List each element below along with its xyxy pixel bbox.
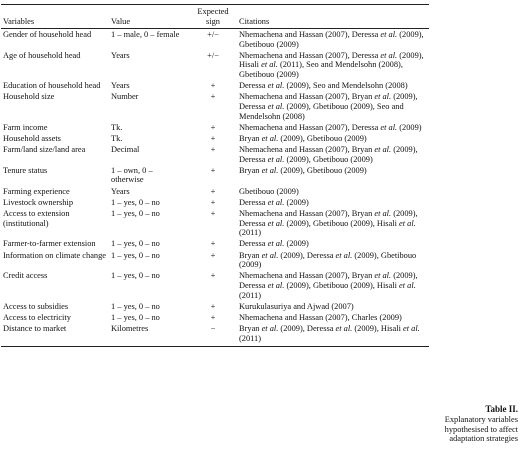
cell-citations: Nhemachena and Hassan (2007), Bryan et al. (2009), Deressa et al. (2009), Gbetibouo (2009), Seo and Mendelsohn (2008) [239,92,418,121]
cell-expected-sign: + [210,122,216,132]
cell-variable: Household size [3,92,55,102]
cell-variable: Access to electricity [3,312,71,322]
cell-citations: Nhemachena and Hassan (2007), Bryan et al. (2009), Deressa et al. (2009), Gbetibouo (2009), Hisali et al. (2011) [239,209,418,238]
table-body [1,29,429,347]
table-row [1,165,429,186]
cell-expected-sign: + [210,239,216,249]
cell-expected-sign: + [210,250,216,260]
cell-expected-sign: + [210,186,216,196]
cell-expected-sign: + [210,81,216,91]
cell-citations: Deressa et al. (2009) [239,239,309,249]
cell-value: 1 – male, 0 – female [111,29,180,39]
header-expected-sign: Expected sign [189,5,237,29]
table-row [1,250,429,271]
cell-variable: Distance to market [1,323,109,346]
cell-value: Years [111,186,130,196]
cell-variable: Education of household head [3,81,101,91]
cell-value: Tk. [111,122,123,132]
cell-expected-sign: + [210,92,216,102]
cell-value: 1 – yes, 0 – no [111,271,160,281]
cell-value: Number [111,92,139,102]
table-row [1,122,429,133]
cell-citations: Bryan et al. (2009), Gbetibouo (2009) [239,165,367,175]
cell-expected-sign: + [210,145,216,155]
cell-expected-sign: +/− [207,50,219,60]
table-caption [426,405,518,444]
caption-text: Explanatory variables hypothesised to affect adaptation strategies [444,414,518,444]
table-row [1,208,429,238]
table-row [1,144,429,165]
cell-citations: Kurukulasuriya and Ajwad (2007) [239,301,354,311]
caption-label: Table II. [485,404,518,414]
cell-value: 1 – yes, 0 – no [111,197,160,207]
header-variables: Variables [1,5,109,29]
cell-citations: Deressa et al. (2009), Seo and Mendelsohn (2008) [239,81,408,91]
cell-variable: Access to subsidies [3,301,69,311]
header-value: Value [109,5,189,29]
table-row [1,312,429,323]
table-row [1,197,429,208]
cell-variable: Access to extension (institutional) [3,209,70,228]
cell-citations: Bryan et al. (2009), Deressa et al. (2009), Hisali et al. (2011) [237,323,429,346]
cell-citations: Nhemachena and Hassan (2007), Deressa et al. (2009), Gbetibouo (2009) [239,29,424,49]
cell-value: 1 – yes, 0 – no [111,301,160,311]
cell-variable: Tenure status [3,165,48,175]
cell-expected-sign: − [189,323,237,346]
variables-table [1,4,429,347]
cell-variable: Age of household head [3,50,81,60]
cell-value: Years [111,50,130,60]
cell-citations: Gbetibouo (2009) [239,186,299,196]
cell-variable: Farming experience [3,186,70,196]
table-row [1,271,429,301]
cell-variable: Information on climate change [3,250,107,260]
cell-expected-sign: + [210,197,216,207]
cell-expected-sign: + [210,312,216,322]
cell-citations: Nhemachena and Hassan (2007), Bryan et al. (2009), Deressa et al. (2009), Gbetibouo (2009), Hisali et al. (2011) [239,271,418,300]
table-row [1,50,429,80]
cell-expected-sign: + [210,165,216,175]
cell-value: Years [111,81,130,91]
cell-expected-sign: + [210,301,216,311]
table-row [1,80,429,91]
cell-variable: Gender of household head [3,29,92,39]
cell-variable: Credit access [3,271,48,281]
table-row [1,239,429,250]
cell-value: Kilometres [109,323,189,346]
cell-value: 1 – yes, 0 – no [111,239,160,249]
cell-variable: Livestock ownership [3,197,74,207]
table-header-row [1,5,429,29]
cell-expected-sign: + [210,271,216,281]
cell-variable: Farm/land size/land area [3,145,86,155]
cell-value: 1 – own, 0 – otherwise [111,165,153,185]
cell-citations: Nhemachena and Hassan (2007), Deressa et al. (2009), Hisali et al. (2011), Seo and Mendelsohn (2008), Gbetibouo (2009) [239,50,424,79]
cell-citations: Bryan et al. (2009), Gbetibouo (2009) [239,133,367,143]
table-row [1,323,429,346]
table-row [1,92,429,122]
cell-variable: Household assets [3,133,61,143]
cell-citations: Nhemachena and Hassan (2007), Deressa et al. (2009) [239,122,422,132]
cell-expected-sign: + [210,209,216,219]
cell-variable: Farmer-to-farmer extension [3,239,96,249]
table-row [1,186,429,197]
cell-citations: Bryan et al. (2009), Deressa et al. (2009), Gbetibouo (2009) [239,250,417,270]
cell-citations: Deressa et al. (2009) [239,197,309,207]
cell-expected-sign: + [210,133,216,143]
table-row [1,301,429,312]
cell-variable: Farm income [3,122,48,132]
header-citations: Citations [237,5,429,29]
cell-value: Decimal [111,145,140,155]
table-row [1,29,429,50]
cell-value: 1 – yes, 0 – no [111,312,160,322]
cell-value: Tk. [111,133,123,143]
cell-citations: Nhemachena and Hassan (2007), Charles (2009) [239,312,402,322]
cell-expected-sign: +/− [207,29,219,39]
cell-value: 1 – yes, 0 – no [111,209,160,219]
cell-value: 1 – yes, 0 – no [111,250,160,260]
cell-citations: Nhemachena and Hassan (2007), Bryan et al. (2009), Deressa et al. (2009), Gbetibouo (2009) [239,145,418,164]
table-row [1,133,429,144]
